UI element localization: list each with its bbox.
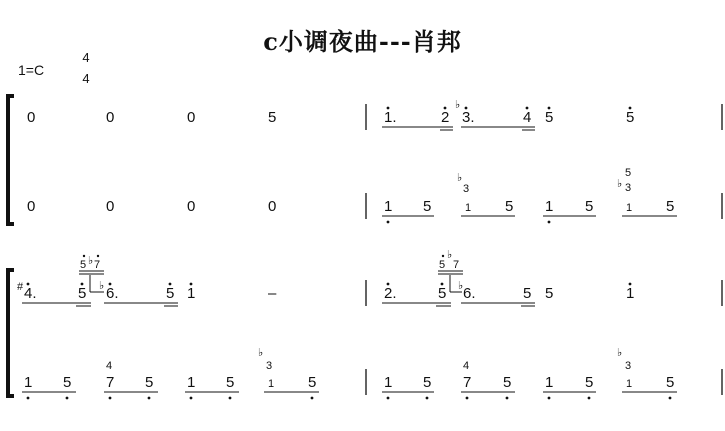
note: 1 [268,378,275,390]
grace-note: 7 [453,259,460,271]
note: 4. [24,285,37,302]
key-signature: 1=C [18,62,45,78]
note: 1 [626,285,635,302]
note: 0 [187,109,196,126]
chord-mark: 3 [625,360,632,372]
note: 6. [463,285,476,302]
note: 2. [384,285,397,302]
note: 0 [268,198,277,215]
note: 5 [226,374,235,391]
note: 0 [27,198,36,215]
note: 5 [666,374,675,391]
flat-sign: ♭ [447,249,453,261]
note: – [268,285,277,302]
chord-mark: 4 [463,360,470,372]
note: 1 [465,202,472,214]
chord-mark: 5 [625,167,632,179]
note: 6. [106,285,119,302]
note: 0 [187,198,196,215]
chord-mark: 4 [106,360,113,372]
note: 5 [145,374,154,391]
grace-note: 7 [94,259,101,271]
note: 5 [423,374,432,391]
score-title: c小调夜曲---肖邦 [263,27,462,56]
note: 0 [27,109,36,126]
note: 1 [384,374,393,391]
note: 5 [545,109,554,126]
note: 5 [585,374,594,391]
system-1-bracket [8,96,14,224]
note: 1. [384,109,397,126]
note: 5 [666,198,675,215]
note: 5 [585,198,594,215]
note: 2 [441,109,450,126]
note: 0 [106,198,115,215]
note: 5 [166,285,175,302]
flat-sign: ♭ [455,99,461,111]
time-signature-top: 4 [82,50,90,65]
chord-mark: 3 [625,182,632,194]
note: 1 [545,374,554,391]
note: 1 [24,374,33,391]
octave-dots [387,221,551,224]
time-signature-bottom: 4 [82,71,90,86]
note: 5 [308,374,317,391]
note: 5 [505,198,514,215]
system-2-bracket [8,270,14,396]
note: 1 [187,285,196,302]
octave-dots [27,255,632,286]
note: 5 [545,285,554,302]
note: 7 [463,374,472,391]
flat-sign: ♭ [258,347,264,359]
grace-note: 5 [80,259,87,271]
note: 5 [438,285,447,302]
sharp-sign: # [17,281,24,293]
flat-sign: ♭ [99,280,105,292]
flat-sign: ♭ [457,172,463,184]
note: 1 [626,378,633,390]
flat-sign: ♭ [88,255,94,267]
note: 1 [626,202,633,214]
octave-dots [387,107,632,110]
beams [382,127,535,130]
note: 5 [626,109,635,126]
octave-dots [27,397,672,400]
note: 5 [63,374,72,391]
note: 7 [106,374,115,391]
note: 3. [462,109,475,126]
note: 0 [106,109,115,126]
barlines [366,104,722,395]
note: 5 [503,374,512,391]
note: 5 [423,198,432,215]
note: 1 [384,198,393,215]
chord-mark: 3 [266,360,273,372]
chord-mark: 3 [463,183,470,195]
flat-sign: ♭ [617,178,623,190]
note: 4 [523,109,532,126]
note: 5 [523,285,532,302]
note: 5 [78,285,87,302]
note: 1 [187,374,196,391]
note: 1 [545,198,554,215]
grace-note: 5 [439,259,446,271]
note: 5 [268,109,277,126]
flat-sign: ♭ [458,280,464,292]
flat-sign: ♭ [617,347,623,359]
